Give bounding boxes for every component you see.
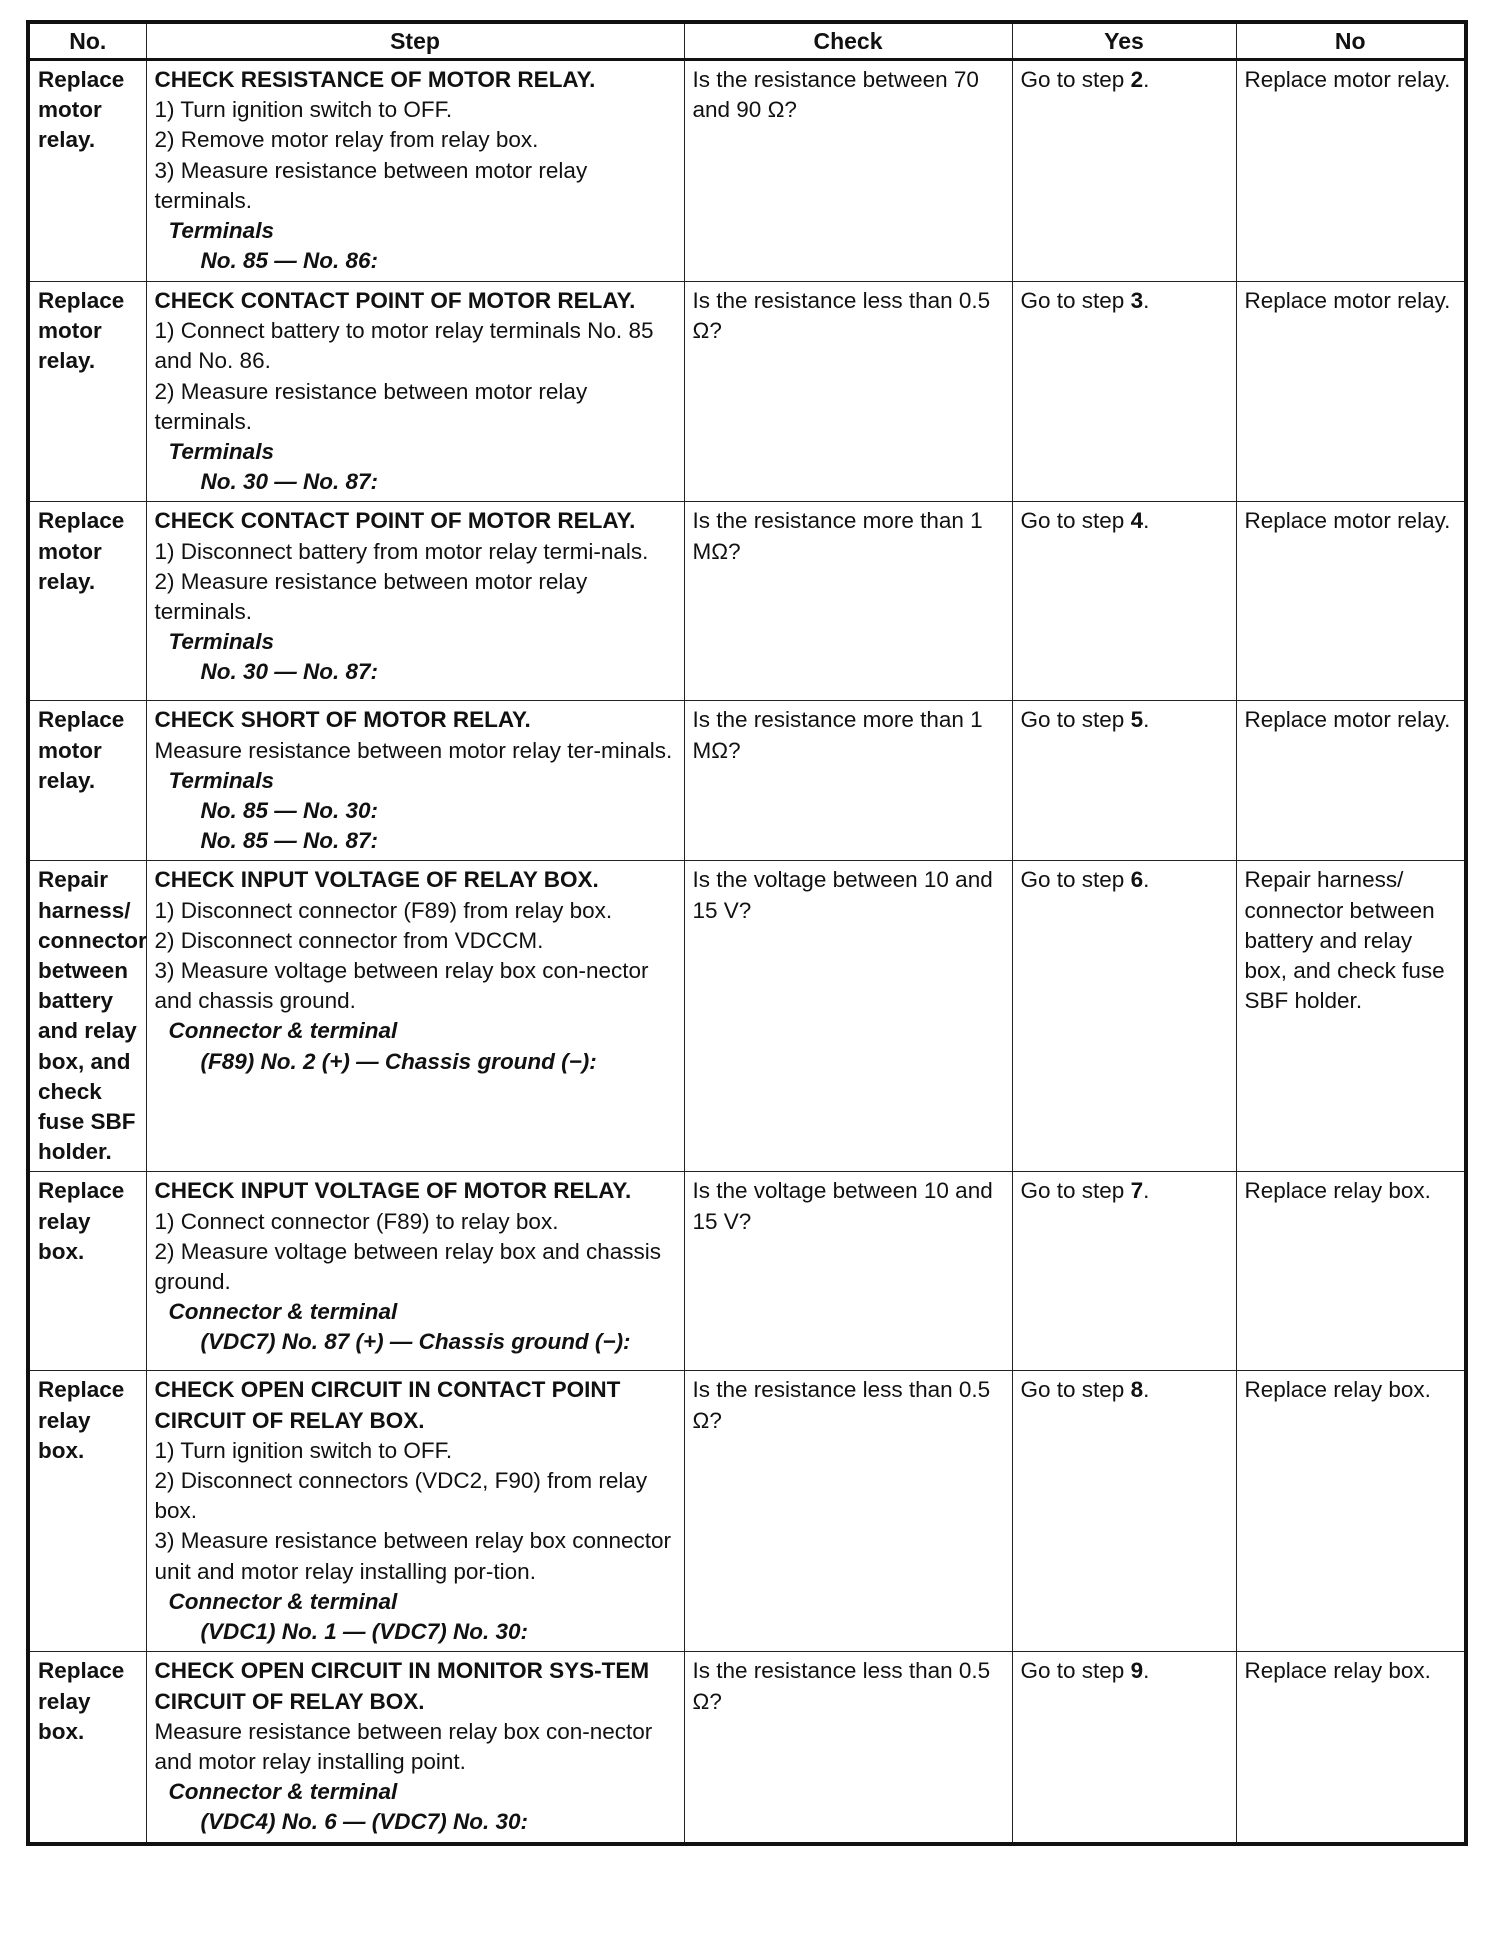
yes-cell xyxy=(1012,282,1236,502)
step-cell xyxy=(146,1172,684,1371)
yes-step-number: 3 xyxy=(1130,288,1144,313)
yes-cell xyxy=(1012,701,1236,861)
table-row xyxy=(28,1371,1466,1652)
terminal-line: No. 30 — No. 87: xyxy=(200,469,379,495)
yes-step-number: 5 xyxy=(1130,707,1144,733)
check-cell: Is the voltage between 10 and 15 V? xyxy=(684,861,1012,1172)
header-row xyxy=(28,22,1466,60)
instruction-line: 3) Measure resistance between relay box connector unit and motor relay installing por-tion. xyxy=(154,1528,672,1584)
yes-step-number: 9 xyxy=(1130,1658,1144,1684)
step-title: CHECK INPUT VOLTAGE OF RELAY BOX. xyxy=(154,867,599,893)
step-instructions xyxy=(155,736,676,766)
step-instructions xyxy=(155,1436,676,1587)
terminal-label: Connector & terminal xyxy=(168,1018,398,1044)
table-row xyxy=(28,861,1466,1172)
yes-cell xyxy=(1012,1172,1236,1371)
header-yes: Yes xyxy=(1012,22,1236,60)
instruction-line: 2) Disconnect connectors (VDC2, F90) from relay box. xyxy=(154,1468,648,1524)
yes-step-number: 4 xyxy=(1130,508,1144,534)
yes-step-number: 7 xyxy=(1130,1178,1144,1204)
header-step: Step xyxy=(146,22,684,60)
step-number: Replace motor relay. xyxy=(28,60,146,282)
step-number: Replace motor relay. xyxy=(28,701,146,861)
terminal-lines xyxy=(155,657,676,687)
terminal-label: Connector & terminal xyxy=(168,1299,398,1325)
instruction-line: 1) Turn ignition switch to OFF. xyxy=(154,97,453,123)
step-cell xyxy=(146,701,684,861)
header-no-result: No xyxy=(1236,22,1466,60)
yes-prefix: Go to step xyxy=(1020,707,1131,733)
table-row xyxy=(28,502,1466,701)
step-cell xyxy=(146,1652,684,1844)
yes-prefix: Go to step xyxy=(1020,288,1131,313)
instruction-line: 3) Measure voltage between relay box con-nector and chassis ground. xyxy=(154,958,649,1014)
step-number: Repair harness/ connector between battery and relay box, and check fuse SBF holder. xyxy=(28,861,146,1172)
step-title: CHECK RESISTANCE OF MOTOR RELAY. xyxy=(154,67,596,92)
step-instructions xyxy=(155,537,676,628)
yes-cell xyxy=(1012,502,1236,701)
step-title: CHECK SHORT OF MOTOR RELAY. xyxy=(154,707,531,733)
instruction-line: 1) Connect battery to motor relay terminals No. 85 and No. 86. xyxy=(154,318,654,374)
instruction-line: 2) Disconnect connector from VDCCM. xyxy=(154,927,544,953)
instruction-line: Measure resistance between motor relay ter-minals. xyxy=(154,737,673,763)
terminal-lines xyxy=(155,1807,676,1837)
instruction-line: 1) Disconnect battery from motor relay termi-nals. xyxy=(154,538,649,564)
terminal-lines xyxy=(155,1047,676,1077)
step-title: CHECK OPEN CIRCUIT IN CONTACT POINT CIRCUIT OF RELAY BOX. xyxy=(154,1377,621,1433)
yes-suffix: . xyxy=(1143,508,1150,534)
instruction-line: 2) Remove motor relay from relay box. xyxy=(154,127,539,153)
check-cell: Is the resistance less than 0.5 Ω? xyxy=(684,1652,1012,1844)
terminal-line: (VDC4) No. 6 — (VDC7) No. 30: xyxy=(200,1809,529,1835)
instruction-line: 1) Connect connector (F89) to relay box. xyxy=(154,1208,559,1234)
terminal-label: Terminals xyxy=(168,439,274,465)
instruction-line: 1) Turn ignition switch to OFF. xyxy=(154,1437,453,1463)
no-cell: Replace motor relay. xyxy=(1236,701,1466,861)
step-instructions xyxy=(155,95,676,216)
step-number: Replace motor relay. xyxy=(28,282,146,502)
yes-step-number: 8 xyxy=(1130,1377,1144,1403)
no-cell: Replace relay box. xyxy=(1236,1172,1466,1371)
yes-prefix: Go to step xyxy=(1020,1178,1131,1204)
yes-prefix: Go to step xyxy=(1020,867,1131,893)
instruction-line: 2) Measure resistance between motor relay terminals. xyxy=(154,378,588,434)
step-instructions xyxy=(155,1207,676,1298)
table-row xyxy=(28,1652,1466,1844)
step-title: CHECK CONTACT POINT OF MOTOR RELAY. xyxy=(154,508,636,534)
step-number: Replace relay box. xyxy=(28,1172,146,1371)
terminal-lines xyxy=(155,467,676,497)
terminal-line: (VDC1) No. 1 — (VDC7) No. 30: xyxy=(200,1619,529,1645)
table-row xyxy=(28,1172,1466,1371)
step-instructions xyxy=(155,1717,676,1777)
step-instructions xyxy=(155,316,676,437)
step-cell xyxy=(146,861,684,1172)
check-cell: Is the resistance less than 0.5 Ω? xyxy=(684,282,1012,502)
step-number: Replace relay box. xyxy=(28,1371,146,1652)
check-cell: Is the resistance less than 0.5 Ω? xyxy=(684,1371,1012,1652)
instruction-line: Measure resistance between relay box con-nector and motor relay installing point. xyxy=(154,1718,653,1774)
terminal-line: (F89) No. 2 (+) — Chassis ground (−): xyxy=(200,1048,597,1074)
terminal-lines xyxy=(155,246,676,276)
instruction-line: 3) Measure resistance between motor relay terminals. xyxy=(154,157,588,213)
yes-cell xyxy=(1012,60,1236,282)
instruction-line: 2) Measure resistance between motor relay terminals. xyxy=(154,568,588,625)
table-row xyxy=(28,282,1466,502)
step-cell xyxy=(146,502,684,701)
step-cell xyxy=(146,60,684,282)
table-row xyxy=(28,701,1466,861)
check-cell: Is the resistance more than 1 MΩ? xyxy=(684,502,1012,701)
step-title: CHECK OPEN CIRCUIT IN MONITOR SYS-TEM CIRCUIT OF RELAY BOX. xyxy=(154,1658,650,1714)
yes-step-number: 2 xyxy=(1130,67,1144,92)
diagnosis-table xyxy=(26,20,1468,1846)
yes-suffix: . xyxy=(1143,1658,1150,1684)
terminal-lines xyxy=(155,796,676,856)
check-cell: Is the resistance between 70 and 90 Ω? xyxy=(684,60,1012,282)
terminal-label: Connector & terminal xyxy=(168,1588,398,1614)
step-number: Replace motor relay. xyxy=(28,502,146,701)
step-cell xyxy=(146,1371,684,1652)
yes-cell xyxy=(1012,1652,1236,1844)
step-cell xyxy=(146,282,684,502)
yes-prefix: Go to step xyxy=(1020,508,1131,534)
yes-suffix: . xyxy=(1143,288,1150,313)
yes-suffix: . xyxy=(1143,1377,1150,1403)
yes-prefix: Go to step xyxy=(1020,1377,1131,1403)
yes-prefix: Go to step xyxy=(1020,67,1131,92)
yes-prefix: Go to step xyxy=(1020,1658,1131,1684)
table-body xyxy=(28,60,1466,1844)
header-check: Check xyxy=(684,22,1012,60)
yes-cell xyxy=(1012,861,1236,1172)
yes-cell xyxy=(1012,1371,1236,1652)
terminal-lines xyxy=(155,1617,676,1647)
terminal-line: No. 30 — No. 87: xyxy=(200,659,379,685)
yes-suffix: . xyxy=(1143,67,1150,92)
instruction-line: 1) Disconnect connector (F89) from relay box. xyxy=(154,897,613,923)
no-cell: Replace motor relay. xyxy=(1236,502,1466,701)
instruction-line: 2) Measure voltage between relay box and chassis ground. xyxy=(154,1238,662,1295)
check-cell: Is the resistance more than 1 MΩ? xyxy=(684,701,1012,861)
step-number: Replace relay box. xyxy=(28,1652,146,1844)
diagnosis-table-sheet xyxy=(26,20,1466,1846)
check-cell: Is the voltage between 10 and 15 V? xyxy=(684,1172,1012,1371)
step-title: CHECK INPUT VOLTAGE OF MOTOR RELAY. xyxy=(154,1178,632,1204)
table-row xyxy=(28,60,1466,282)
terminal-label: Terminals xyxy=(168,218,274,244)
terminal-label: Terminals xyxy=(168,629,274,655)
terminal-label: Connector & terminal xyxy=(168,1779,398,1805)
no-cell: Replace relay box. xyxy=(1236,1652,1466,1844)
no-cell: Repair harness/ connector between battery and relay box, and check fuse SBF holder. xyxy=(1236,861,1466,1172)
no-cell: Replace motor relay. xyxy=(1236,60,1466,282)
terminal-line: No. 85 — No. 86: xyxy=(200,248,379,274)
terminal-line: (VDC7) No. 87 (+) — Chassis ground (−): xyxy=(200,1329,631,1355)
terminal-line: No. 85 — No. 30: xyxy=(200,798,379,824)
yes-suffix: . xyxy=(1143,1178,1150,1204)
yes-step-number: 6 xyxy=(1130,867,1144,893)
terminal-lines xyxy=(155,1327,676,1357)
terminal-label: Terminals xyxy=(168,767,274,793)
step-instructions xyxy=(155,896,676,1017)
header-no: No. xyxy=(28,22,146,60)
terminal-line: No. 85 — No. 87: xyxy=(200,828,379,854)
step-title: CHECK CONTACT POINT OF MOTOR RELAY. xyxy=(154,288,636,313)
yes-suffix: . xyxy=(1143,867,1150,893)
no-cell: Replace relay box. xyxy=(1236,1371,1466,1652)
no-cell: Replace motor relay. xyxy=(1236,282,1466,502)
yes-suffix: . xyxy=(1143,707,1150,733)
